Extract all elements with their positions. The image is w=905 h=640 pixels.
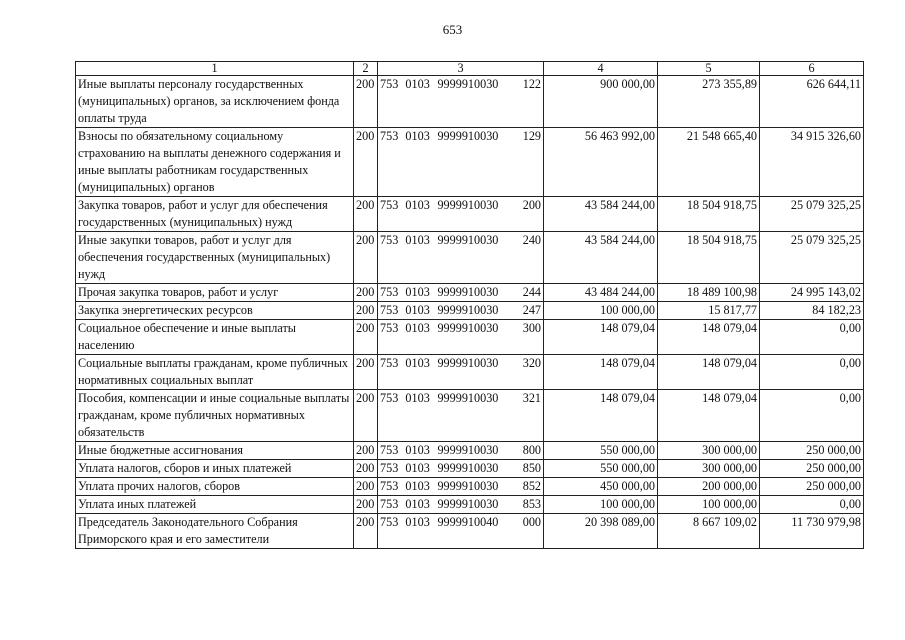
row-col4-cell: 148 079,04 — [544, 390, 658, 442]
header-col-4: 4 — [544, 62, 658, 76]
row-codes — [380, 496, 541, 513]
row-col6-cell: 250 000,00 — [760, 478, 864, 496]
row-col5-cell: 21 548 665,40 — [658, 128, 760, 197]
table-header — [76, 62, 864, 76]
row-col6-cell: 34 915 326,60 — [760, 128, 864, 197]
row-col2-cell: 200 — [354, 355, 378, 390]
code-target: 9999910030 — [437, 77, 499, 91]
table-row — [76, 442, 864, 460]
code-section: 0103 — [405, 497, 430, 511]
row-col6-cell: 11 730 979,98 — [760, 514, 864, 549]
table-row — [76, 460, 864, 478]
code-expense-type: 852 — [522, 479, 542, 493]
row-col4-cell: 148 079,04 — [544, 355, 658, 390]
code-target: 9999910030 — [437, 233, 499, 247]
row-col2-cell: 200 — [354, 442, 378, 460]
table-row — [76, 284, 864, 302]
row-col6-cell: 25 079 325,25 — [760, 232, 864, 284]
code-section: 0103 — [405, 391, 430, 405]
row-codes — [380, 197, 541, 214]
code-department: 753 — [380, 77, 399, 91]
header-col-1: 1 — [76, 62, 354, 76]
row-col2-cell: 200 — [354, 320, 378, 355]
row-codes-cell — [378, 197, 544, 232]
row-col4-cell: 43 584 244,00 — [544, 197, 658, 232]
row-col2-cell: 200 — [354, 478, 378, 496]
row-name-cell: Закупка товаров, работ и услуг для обеспечения государственных (муниципальных) нужд — [76, 197, 354, 232]
row-col5-cell: 100 000,00 — [658, 496, 760, 514]
row-col6-cell: 250 000,00 — [760, 460, 864, 478]
row-col5-cell: 273 355,89 — [658, 76, 760, 128]
row-name-cell: Социальные выплаты гражданам, кроме публичных нормативных социальных выплат — [76, 355, 354, 390]
code-section: 0103 — [405, 356, 430, 370]
row-col6-cell: 0,00 — [760, 355, 864, 390]
table-row — [76, 197, 864, 232]
table-row — [76, 390, 864, 442]
row-name-cell: Иные закупки товаров, работ и услуг для обеспечения государственных (муниципальных) нужд — [76, 232, 354, 284]
code-expense-type: 240 — [522, 233, 542, 247]
code-target: 9999910030 — [437, 321, 499, 335]
code-department: 753 — [380, 285, 399, 299]
code-target: 9999910030 — [437, 497, 499, 511]
code-section: 0103 — [405, 321, 430, 335]
code-expense-type: 000 — [522, 515, 542, 529]
code-department: 753 — [380, 479, 399, 493]
row-codes-cell — [378, 284, 544, 302]
row-col2-cell: 200 — [354, 232, 378, 284]
table-row — [76, 478, 864, 496]
row-name-cell: Уплата налогов, сборов и иных платежей — [76, 460, 354, 478]
row-col5-cell: 8 667 109,02 — [658, 514, 760, 549]
row-col5-cell: 18 504 918,75 — [658, 197, 760, 232]
code-expense-type: 244 — [522, 285, 542, 299]
table-row — [76, 128, 864, 197]
row-col6-cell: 24 995 143,02 — [760, 284, 864, 302]
page-number: 653 — [442, 22, 463, 37]
code-department: 753 — [380, 391, 399, 405]
row-col4-cell: 43 484 244,00 — [544, 284, 658, 302]
code-section: 0103 — [405, 443, 430, 457]
code-department: 753 — [380, 129, 399, 143]
code-expense-type: 300 — [522, 321, 542, 335]
row-codes-cell — [378, 76, 544, 128]
code-department: 753 — [380, 497, 399, 511]
row-codes — [380, 320, 541, 337]
row-col5-cell: 300 000,00 — [658, 460, 760, 478]
row-name-cell: Пособия, компенсации и иные социальные выплаты гражданам, кроме публичных нормативных обязательств — [76, 390, 354, 442]
row-codes-cell — [378, 514, 544, 549]
row-codes-cell — [378, 355, 544, 390]
code-department: 753 — [380, 461, 399, 475]
code-target: 9999910030 — [437, 198, 499, 212]
table-row — [76, 514, 864, 549]
row-col5-cell: 148 079,04 — [658, 355, 760, 390]
row-codes — [380, 478, 541, 495]
row-col5-cell: 18 504 918,75 — [658, 232, 760, 284]
table-row — [76, 320, 864, 355]
code-department: 753 — [380, 356, 399, 370]
row-col5-cell: 15 817,77 — [658, 302, 760, 320]
row-col4-cell: 450 000,00 — [544, 478, 658, 496]
row-col4-cell: 148 079,04 — [544, 320, 658, 355]
code-section: 0103 — [405, 515, 430, 529]
code-section: 0103 — [405, 198, 430, 212]
code-expense-type: 321 — [522, 391, 542, 405]
row-name-cell: Иные бюджетные ассигнования — [76, 442, 354, 460]
row-col5-cell: 148 079,04 — [658, 320, 760, 355]
row-codes-cell — [378, 128, 544, 197]
code-target: 9999910030 — [437, 443, 499, 457]
code-expense-type: 320 — [522, 356, 542, 370]
code-target: 9999910030 — [437, 356, 499, 370]
row-col2-cell: 200 — [354, 390, 378, 442]
table-row — [76, 355, 864, 390]
row-col4-cell: 43 584 244,00 — [544, 232, 658, 284]
code-section: 0103 — [405, 233, 430, 247]
row-codes — [380, 284, 541, 301]
header-col-2: 2 — [354, 62, 378, 76]
row-col6-cell: 84 182,23 — [760, 302, 864, 320]
code-target: 9999910030 — [437, 461, 499, 475]
row-col2-cell: 200 — [354, 514, 378, 549]
code-target: 9999910030 — [437, 303, 499, 317]
code-section: 0103 — [405, 461, 430, 475]
row-col2-cell: 200 — [354, 197, 378, 232]
row-col6-cell: 0,00 — [760, 390, 864, 442]
row-name-cell: Закупка энергетических ресурсов — [76, 302, 354, 320]
budget-table — [75, 61, 864, 549]
row-col2-cell: 200 — [354, 460, 378, 478]
header-row — [76, 62, 864, 76]
code-department: 753 — [380, 443, 399, 457]
row-col6-cell: 0,00 — [760, 496, 864, 514]
header-col-3: 3 — [378, 62, 544, 76]
code-expense-type: 853 — [522, 497, 542, 511]
table-body — [76, 76, 864, 549]
row-codes — [380, 442, 541, 459]
row-codes-cell — [378, 302, 544, 320]
code-department: 753 — [380, 198, 399, 212]
row-col4-cell: 20 398 089,00 — [544, 514, 658, 549]
code-section: 0103 — [405, 303, 430, 317]
row-codes-cell — [378, 390, 544, 442]
row-col4-cell: 550 000,00 — [544, 460, 658, 478]
code-department: 753 — [380, 303, 399, 317]
row-col4-cell: 100 000,00 — [544, 496, 658, 514]
row-name-cell: Социальное обеспечение и иные выплаты населению — [76, 320, 354, 355]
code-target: 9999910030 — [437, 479, 499, 493]
row-name-cell: Уплата иных платежей — [76, 496, 354, 514]
row-codes-cell — [378, 232, 544, 284]
code-target: 9999910030 — [437, 285, 499, 299]
row-col5-cell: 148 079,04 — [658, 390, 760, 442]
row-col2-cell: 200 — [354, 302, 378, 320]
row-name-cell: Иные выплаты персоналу государственных (муниципальных) органов, за исключением фонда оплаты труда — [76, 76, 354, 128]
row-codes-cell — [378, 320, 544, 355]
code-target: 9999910030 — [437, 129, 499, 143]
row-name-cell: Уплата прочих налогов, сборов — [76, 478, 354, 496]
code-section: 0103 — [405, 285, 430, 299]
row-col6-cell: 626 644,11 — [760, 76, 864, 128]
row-codes — [380, 76, 541, 93]
code-target: 9999910040 — [437, 515, 499, 529]
row-col4-cell: 550 000,00 — [544, 442, 658, 460]
code-expense-type: 129 — [522, 129, 542, 143]
row-codes — [380, 355, 541, 372]
row-col5-cell: 200 000,00 — [658, 478, 760, 496]
code-section: 0103 — [405, 129, 430, 143]
row-codes — [380, 232, 541, 249]
code-expense-type: 800 — [522, 443, 542, 457]
row-col4-cell: 900 000,00 — [544, 76, 658, 128]
code-target: 9999910030 — [437, 391, 499, 405]
row-col5-cell: 18 489 100,98 — [658, 284, 760, 302]
row-codes — [380, 390, 541, 407]
header-col-6: 6 — [760, 62, 864, 76]
header-col-5: 5 — [658, 62, 760, 76]
code-department: 753 — [380, 233, 399, 247]
code-expense-type: 122 — [522, 77, 542, 91]
code-department: 753 — [380, 321, 399, 335]
row-codes — [380, 460, 541, 477]
row-col4-cell: 56 463 992,00 — [544, 128, 658, 197]
table-row — [76, 302, 864, 320]
row-codes-cell — [378, 496, 544, 514]
row-codes — [380, 302, 541, 319]
row-col6-cell: 25 079 325,25 — [760, 197, 864, 232]
row-col2-cell: 200 — [354, 76, 378, 128]
code-expense-type: 247 — [522, 303, 542, 317]
row-col5-cell: 300 000,00 — [658, 442, 760, 460]
table-row — [76, 496, 864, 514]
row-codes — [380, 514, 541, 531]
row-col6-cell: 250 000,00 — [760, 442, 864, 460]
row-col2-cell: 200 — [354, 496, 378, 514]
code-expense-type: 850 — [522, 461, 542, 475]
code-expense-type: 200 — [522, 198, 542, 212]
table-row — [76, 76, 864, 128]
row-col2-cell: 200 — [354, 284, 378, 302]
row-col6-cell: 0,00 — [760, 320, 864, 355]
row-col4-cell: 100 000,00 — [544, 302, 658, 320]
row-col2-cell: 200 — [354, 128, 378, 197]
row-name-cell: Прочая закупка товаров, работ и услуг — [76, 284, 354, 302]
code-section: 0103 — [405, 479, 430, 493]
row-name-cell: Взносы по обязательному социальному страхованию на выплаты денежного содержания и иные выплаты работникам государственных (муниципальных) органов — [76, 128, 354, 197]
row-codes-cell — [378, 442, 544, 460]
row-name-cell: Председатель Законодательного Собрания Приморского края и его заместители — [76, 514, 354, 549]
row-codes-cell — [378, 460, 544, 478]
code-department: 753 — [380, 515, 399, 529]
row-codes-cell — [378, 478, 544, 496]
row-codes — [380, 128, 541, 145]
table-row — [76, 232, 864, 284]
code-section: 0103 — [405, 77, 430, 91]
